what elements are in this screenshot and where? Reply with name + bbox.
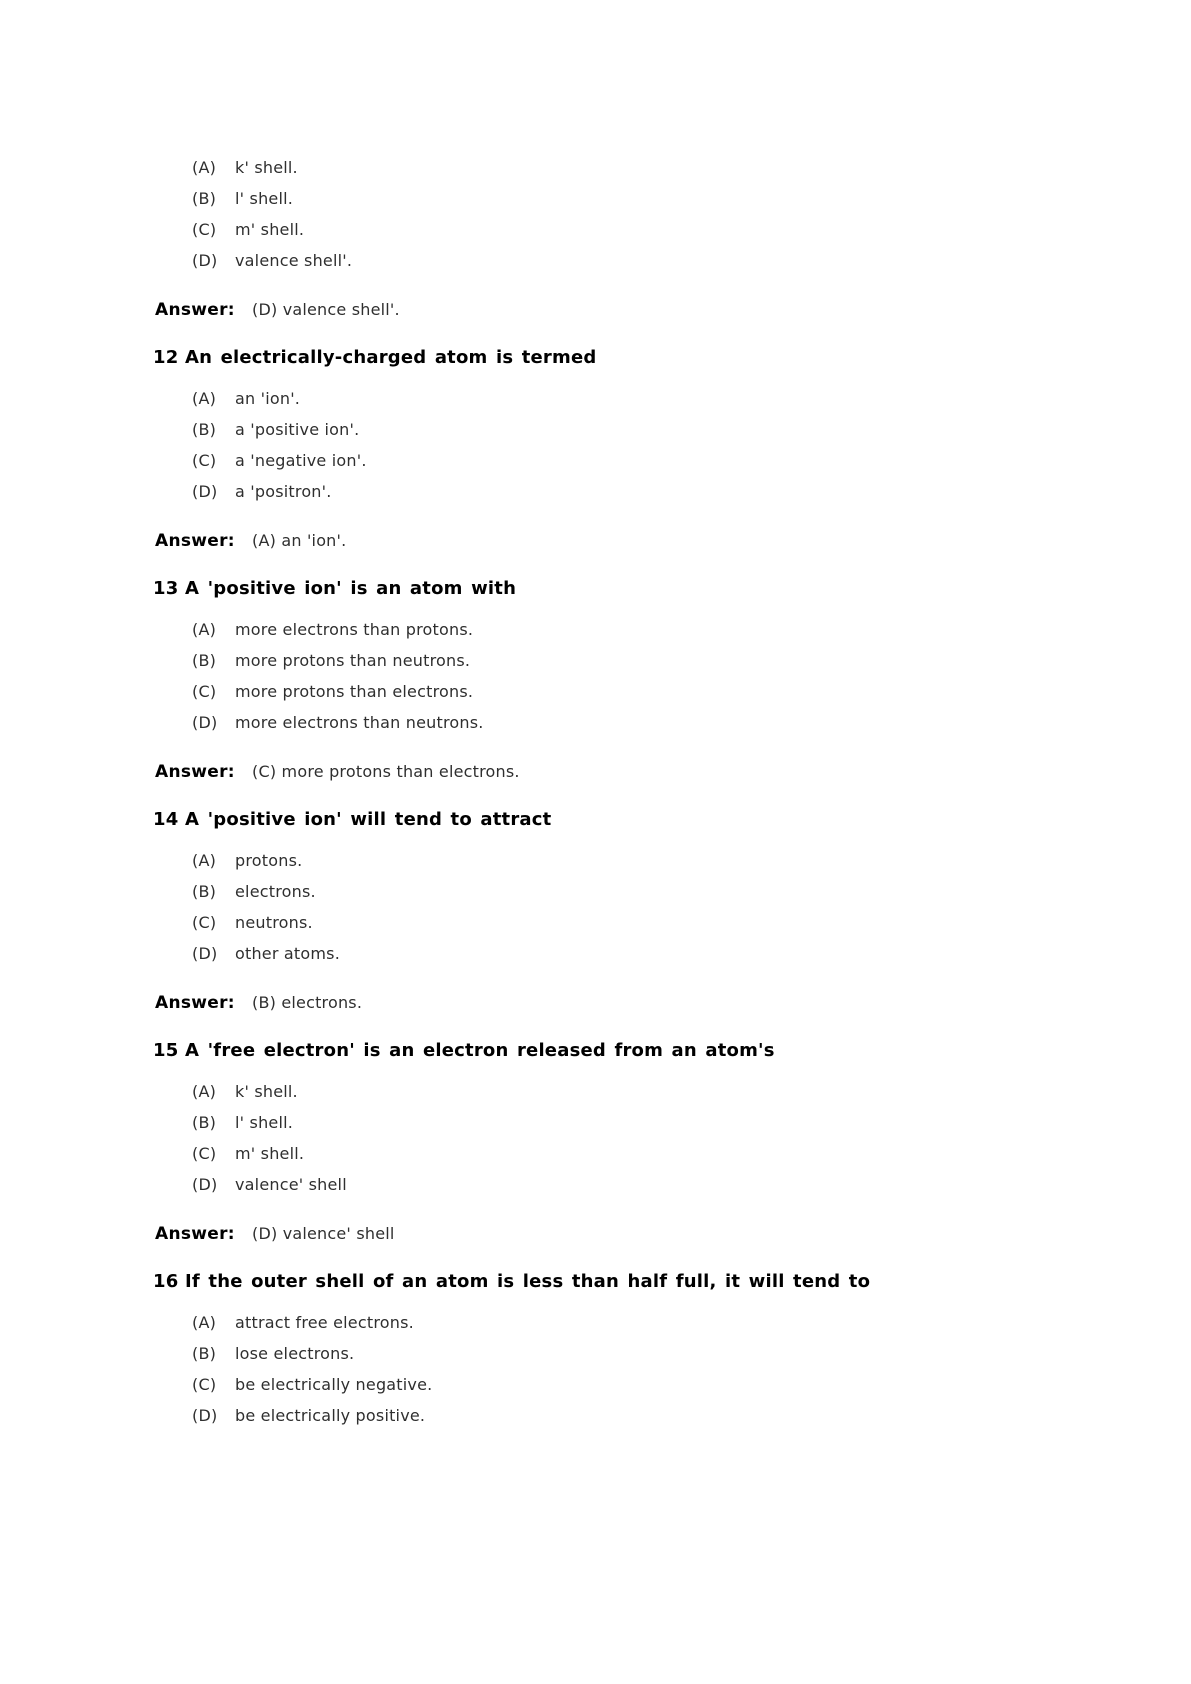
question-number: 14 (153, 809, 179, 830)
option-text: k' shell. (235, 158, 298, 177)
option-text: a 'positive ion'. (235, 420, 360, 439)
option-letter: (C) (192, 220, 217, 239)
option-row (192, 938, 1191, 969)
option-text: protons. (235, 851, 303, 870)
option-row (192, 445, 1191, 476)
option-text: a 'positron'. (235, 482, 332, 501)
answer-label: Answer: (155, 300, 235, 320)
question-title: An electrically-charged atom is termed (185, 347, 597, 368)
option-row (192, 1138, 1191, 1169)
option-letter: (A) (192, 389, 217, 408)
question-heading (153, 573, 1151, 604)
option-text: l' shell. (235, 1113, 294, 1132)
option-letter: (C) (192, 1144, 217, 1163)
option-text: m' shell. (235, 1144, 305, 1163)
answer-row (155, 756, 1191, 788)
option-text: more electrons than neutrons. (235, 713, 484, 732)
answer-row (155, 294, 1191, 326)
option-letter: (A) (192, 620, 217, 639)
question-block-13 (0, 573, 1191, 788)
option-letter: (B) (192, 420, 217, 439)
option-text: other atoms. (235, 944, 340, 963)
answer-row (155, 1218, 1191, 1250)
question-title: A 'free electron' is an electron released from an atom's (185, 1040, 775, 1061)
option-letter: (C) (192, 451, 217, 470)
question-heading (153, 342, 1151, 373)
option-row (192, 876, 1191, 907)
option-row (192, 183, 1191, 214)
option-text: l' shell. (235, 189, 294, 208)
option-row (192, 645, 1191, 676)
question-heading (153, 1266, 1151, 1297)
option-text: a 'negative ion'. (235, 451, 367, 470)
option-text: m' shell. (235, 220, 305, 239)
option-letter: (D) (192, 1406, 218, 1425)
option-letter: (B) (192, 882, 217, 901)
answer-text: (D) valence shell'. (252, 300, 400, 319)
answer-text: (C) more protons than electrons. (252, 762, 520, 781)
option-letter: (A) (192, 1082, 217, 1101)
option-row (192, 707, 1191, 738)
question-number: 12 (153, 347, 179, 368)
question-block-14 (0, 804, 1191, 1019)
option-row (192, 245, 1191, 276)
question-number: 15 (153, 1040, 179, 1061)
option-row (192, 1107, 1191, 1138)
option-text: be electrically negative. (235, 1375, 433, 1394)
answer-label: Answer: (155, 993, 235, 1013)
answer-text: (B) electrons. (252, 993, 363, 1012)
option-text: attract free electrons. (235, 1313, 414, 1332)
option-letter: (A) (192, 158, 217, 177)
question-title: A 'positive ion' will tend to attract (185, 809, 552, 830)
answer-text: (A) an 'ion'. (252, 531, 347, 550)
question-title: If the outer shell of an atom is less than half full, it will tend to (185, 1271, 871, 1292)
option-row (192, 152, 1191, 183)
question-block-12 (0, 342, 1191, 557)
option-letter: (B) (192, 1113, 217, 1132)
question-title: A 'positive ion' is an atom with (185, 578, 517, 599)
option-text: neutrons. (235, 913, 313, 932)
option-text: valence shell'. (235, 251, 353, 270)
option-row (192, 476, 1191, 507)
option-letter: (D) (192, 713, 218, 732)
option-row (192, 383, 1191, 414)
option-letter: (C) (192, 1375, 217, 1394)
option-row (192, 1369, 1191, 1400)
option-letter: (D) (192, 482, 218, 501)
option-text: k' shell. (235, 1082, 298, 1101)
option-row (192, 1076, 1191, 1107)
option-row (192, 214, 1191, 245)
option-row (192, 1307, 1191, 1338)
question-block-15 (0, 1035, 1191, 1250)
question-heading (153, 804, 1151, 835)
question-block-16 (0, 1266, 1191, 1431)
option-text: electrons. (235, 882, 316, 901)
option-letter: (D) (192, 251, 218, 270)
option-row (192, 414, 1191, 445)
option-letter: (D) (192, 944, 218, 963)
option-row (192, 614, 1191, 645)
answer-label: Answer: (155, 762, 235, 782)
question-number: 16 (153, 1271, 179, 1292)
option-row (192, 1338, 1191, 1369)
option-text: an 'ion'. (235, 389, 301, 408)
option-row (192, 1169, 1191, 1200)
option-letter: (D) (192, 1175, 218, 1194)
option-letter: (A) (192, 1313, 217, 1332)
question-block-fragment (0, 152, 1191, 326)
option-letter: (C) (192, 913, 217, 932)
option-text: more electrons than protons. (235, 620, 474, 639)
question-number: 13 (153, 578, 179, 599)
question-heading (153, 1035, 1151, 1066)
option-text: more protons than neutrons. (235, 651, 471, 670)
option-letter: (B) (192, 651, 217, 670)
answer-label: Answer: (155, 1224, 235, 1244)
option-letter: (B) (192, 189, 217, 208)
option-letter: (C) (192, 682, 217, 701)
answer-row (155, 987, 1191, 1019)
option-row (192, 1400, 1191, 1431)
answer-row (155, 525, 1191, 557)
option-row (192, 907, 1191, 938)
option-row (192, 676, 1191, 707)
answer-text: (D) valence' shell (252, 1224, 395, 1243)
option-letter: (A) (192, 851, 217, 870)
option-letter: (B) (192, 1344, 217, 1363)
option-text: be electrically positive. (235, 1406, 426, 1425)
option-text: lose electrons. (235, 1344, 355, 1363)
answer-label: Answer: (155, 531, 235, 551)
option-row (192, 845, 1191, 876)
option-text: valence' shell (235, 1175, 347, 1194)
option-text: more protons than electrons. (235, 682, 474, 701)
